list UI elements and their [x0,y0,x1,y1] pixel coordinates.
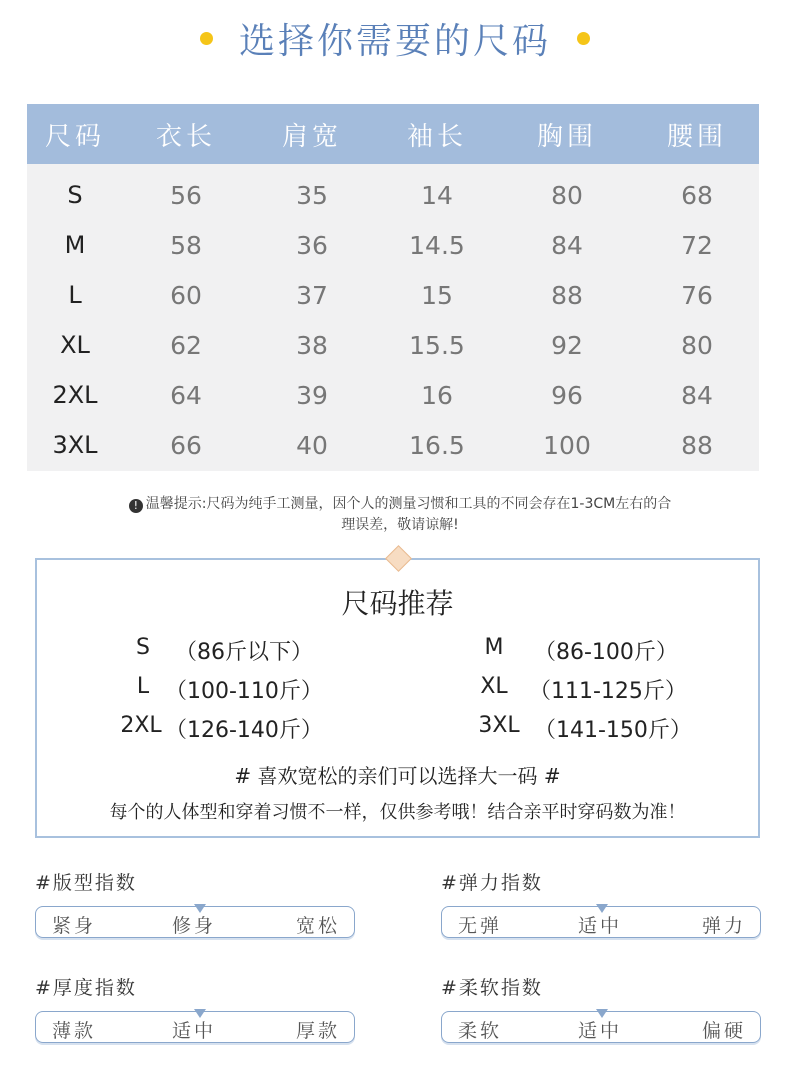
recommend-size: L [136,674,150,699]
table-cell: M [64,231,86,259]
table-cell: S [67,181,83,209]
recommend-weight-range: （86-100斤） [534,640,678,665]
size-table [27,104,759,471]
table-row [27,220,759,270]
index-title: #弹力指数 [441,872,543,894]
table-header [27,104,759,164]
table-cell: 76 [681,280,713,310]
table-cell: 40 [296,430,328,460]
table-cell: 66 [170,430,202,460]
table-cell: 92 [551,330,583,360]
index-label-mid: 修身 [172,915,217,937]
title-row [0,10,790,66]
recommendation-row [37,713,758,743]
index-scale [441,1011,761,1043]
elasticity-index [441,868,766,937]
index-label-mid: 适中 [578,915,623,937]
diamond-icon [385,545,412,572]
table-cell: 15 [421,280,453,310]
index-label-high: 偏硬 [701,1020,746,1042]
index-scale [35,906,355,938]
table-row [27,370,759,420]
recommend-size: M [484,635,504,660]
tip-text: :尺码为纯手工测量，因个人的测量习惯和工具的不同会存在1-3CM左右的合 [201,496,672,512]
index-title: #版型指数 [35,872,137,894]
index-label-low: 薄款 [52,1020,97,1042]
index-title: #厚度指数 [35,977,137,999]
column-header-waist: 腰围 [666,121,727,152]
table-cell: 38 [296,330,328,360]
table-cell: 80 [681,330,713,360]
table-cell: 84 [681,380,713,410]
recommendation-title: 尺码推荐 [341,587,454,620]
index-scale [441,906,761,938]
recommend-size: 2XL [120,713,162,738]
table-cell: 84 [551,230,583,260]
column-header-shoulder: 肩宽 [281,121,342,152]
table-row [27,420,759,470]
table-cell: 16 [421,380,453,410]
reference-note: 每个的人体型和穿着习惯不一样，仅供参考哦！结合亲平时穿码数为准！ [109,802,686,823]
yellow-dot-icon [200,32,213,45]
index-label-mid: 适中 [172,1020,217,1042]
table-cell: 37 [296,280,328,310]
table-cell: 88 [551,280,583,310]
table-cell: 64 [170,380,202,410]
exclamation-icon: ! [129,499,143,513]
table-cell: 68 [681,180,713,210]
table-cell: 58 [170,230,202,260]
table-cell: 16.5 [409,430,465,460]
loose-fit-note: # 喜欢宽松的亲们可以选择大一码 # [234,764,561,788]
index-label-high: 弹力 [701,915,746,937]
table-cell: 15.5 [409,330,465,360]
column-header-length: 衣长 [155,121,216,152]
table-cell: 88 [681,430,713,460]
tip-line-1 [40,494,760,515]
recommend-weight-range: （111-125斤） [529,679,687,704]
recommend-weight-range: （126-140斤） [165,718,323,743]
recommend-weight-range: （100-110斤） [165,679,323,704]
table-row [27,320,759,370]
size-recommendation-box [35,558,760,838]
table-cell: 36 [296,230,328,260]
table-cell: 39 [296,380,328,410]
index-scale [35,1011,355,1043]
index-label-high: 厚款 [295,1020,340,1042]
table-cell: 56 [170,180,202,210]
thickness-index [35,973,360,1042]
index-title: #柔软指数 [441,977,543,999]
table-cell: 60 [170,280,202,310]
softness-index [441,973,766,1042]
recommend-size: 3XL [478,713,520,738]
column-header-size: 尺码 [44,121,105,152]
table-cell: XL [60,331,90,359]
page-title: 选择你需要的尺码 [238,20,551,62]
table-row [27,270,759,320]
index-label-mid: 适中 [578,1020,623,1042]
index-label-low: 无弹 [458,915,503,937]
fit-index [35,868,360,937]
table-cell: 14 [421,180,453,210]
table-cell: 62 [170,330,202,360]
tip-line-2: 理误差，敬请谅解! [341,517,459,533]
recommend-weight-range: （86斤以下） [175,640,313,665]
index-label-high: 宽松 [295,915,340,937]
recommend-weight-range: （141-150斤） [534,718,692,743]
table-cell: 100 [543,430,591,460]
table-cell: 80 [551,180,583,210]
table-body [27,164,759,470]
table-row [27,170,759,220]
table-cell: L [68,281,82,309]
recommend-size: S [136,635,150,660]
recommendation-row [37,674,758,704]
column-header-chest: 胸围 [536,121,597,152]
measurement-tip [40,494,760,536]
column-header-sleeve: 袖长 [406,121,467,152]
table-cell: 35 [296,180,328,210]
tip-label: 温馨提示 [145,496,202,512]
recommend-size: XL [480,674,508,699]
index-label-low: 柔软 [458,1020,503,1042]
table-cell: 2XL [52,381,98,409]
recommendation-row [37,635,758,665]
yellow-dot-icon [577,32,590,45]
index-label-low: 紧身 [52,915,97,937]
table-cell: 14.5 [409,230,465,260]
table-cell: 72 [681,230,713,260]
table-cell: 96 [551,380,583,410]
table-cell: 3XL [52,431,98,459]
